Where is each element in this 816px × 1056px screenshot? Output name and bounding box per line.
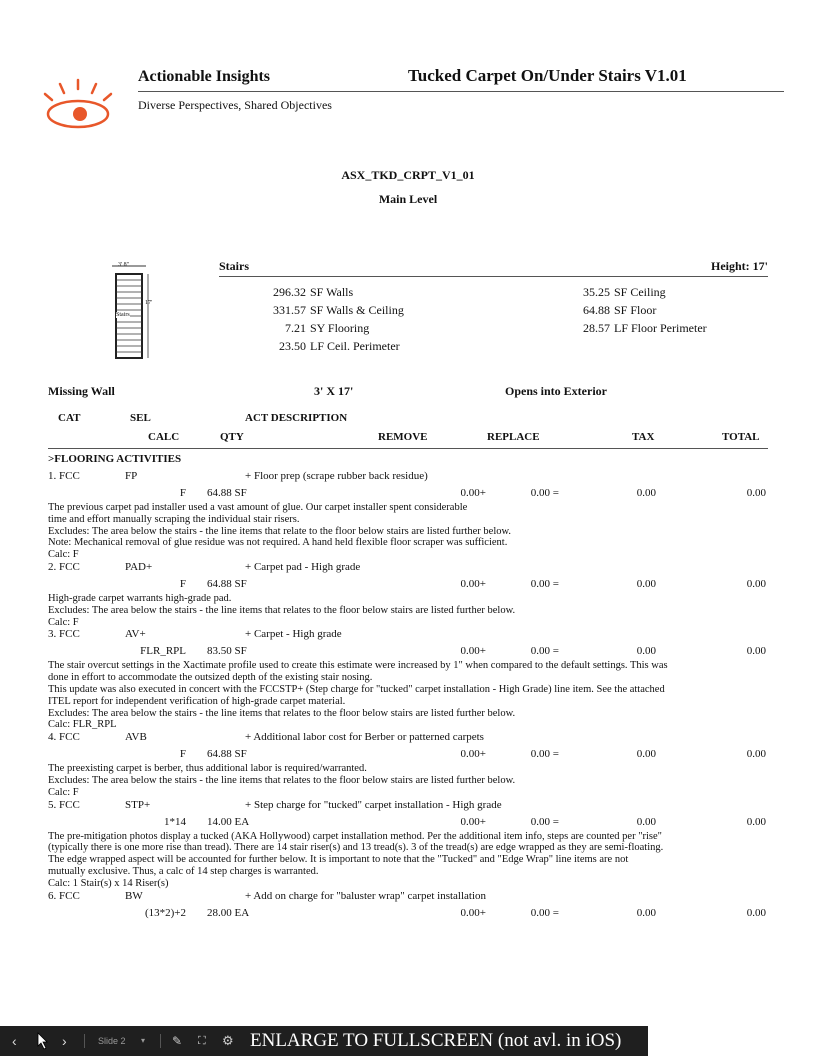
item-replace: 0.00 = xyxy=(530,748,559,761)
item-qty: 64.88 SF xyxy=(207,487,247,499)
item-note: The preexisting carpet is berber, thus additional labor is required/warranted. xyxy=(48,763,367,775)
item-total: 0.00 xyxy=(746,578,766,590)
toolbar-separator xyxy=(84,1034,85,1048)
enlarge-fullscreen-label[interactable]: ENLARGE TO FULLSCREEN (not avl. in iOS) xyxy=(250,1030,622,1051)
item-remove: 0.00+ xyxy=(460,815,486,828)
level-name: Main Level xyxy=(378,192,438,206)
item-calc: F xyxy=(179,578,186,590)
item-remove: 0.00+ xyxy=(460,906,486,919)
col-replace: REPLACE xyxy=(487,431,540,443)
item-note: Excludes: The area below the stairs - the line items that relate to the floor below stairs are listed further below. xyxy=(48,525,512,537)
measurement-row: 23.50 LF Ceil. Perimeter xyxy=(279,339,400,353)
item-qty: 64.88 SF xyxy=(207,748,247,761)
item-selector: AVB xyxy=(125,731,147,744)
fullscreen-icon[interactable]: ⛶ xyxy=(198,1035,206,1047)
item-calc: (13*2)+2 xyxy=(144,906,186,919)
measurement-row: 331.57 SF Walls & Ceiling xyxy=(273,303,404,317)
measurement-row: 296.32 SF Walls xyxy=(273,285,354,299)
estimate-name: ASX_TKD_CRPT_V1_01 xyxy=(341,168,475,182)
item-tax: 0.00 xyxy=(636,487,656,499)
col-calc: CALC xyxy=(148,431,180,443)
item-qty: 28.00 EA xyxy=(207,906,250,919)
col-cat: CAT xyxy=(58,412,81,424)
opening-name: Missing Wall xyxy=(48,384,115,398)
col-qty: QTY xyxy=(220,431,244,443)
item-note: ITEL report for independent verification of high-grade carpet material. xyxy=(48,695,346,707)
item-note: Calc: F xyxy=(48,549,79,561)
next-slide-icon[interactable]: › xyxy=(62,1033,67,1049)
item-note: time and effort manually scraping the individual stair risers. xyxy=(48,513,300,525)
measurements-right xyxy=(578,283,707,337)
item-note: The stair overcut settings in the Xactimate profile used to create this estimate were increased by 1" when compared to the default settings. This was xyxy=(48,660,668,672)
item-description: + Carpet - High grade xyxy=(245,628,342,641)
measurement-row: 7.21 SY Flooring xyxy=(285,321,370,335)
item-description: + Floor prep (scrape rubber back residue) xyxy=(245,470,428,482)
col-total: TOTAL xyxy=(722,431,760,443)
item-note: Calc: F xyxy=(48,786,79,798)
room-divider xyxy=(219,276,768,277)
pen-icon[interactable]: ✎ xyxy=(172,1034,183,1048)
slide-selector[interactable]: Slide 2 xyxy=(98,1036,126,1046)
item-note: Calc: FLR_RPL xyxy=(48,719,117,731)
cursor-icon xyxy=(36,1032,50,1050)
item-remove: 0.00+ xyxy=(460,487,486,499)
col-act-desc: ACT DESCRIPTION xyxy=(245,412,348,424)
item-description: + Add on charge for "baluster wrap" carpet installation xyxy=(245,889,487,902)
opening-size: 3' X 17' xyxy=(314,384,354,398)
item-number: 2. FCC xyxy=(48,561,80,573)
item-selector: BW xyxy=(125,889,143,902)
item-number: 6. FCC xyxy=(48,889,80,902)
sketch-room-label: Stairs xyxy=(116,312,130,318)
item-remove: 0.00+ xyxy=(460,645,486,658)
item-selector: PAD+ xyxy=(125,561,153,573)
item-note: (typically there is one more rise than tread). There are 14 stair riser(s) and 13 tread(s). 3 of the tread(s) are edge wrapped as they are semi-floating. xyxy=(48,842,664,854)
item-number: 3. FCC xyxy=(48,628,80,641)
item-note: done in effort to accommodate the outsized depth of the existing stair nosing. xyxy=(48,672,373,684)
item-description: + Additional labor cost for Berber or patterned carpets xyxy=(245,731,484,744)
item-note: The pre-mitigation photos display a tucked (AKA Hollywood) carpet installation method. Per the additional item info, steps are counted per "rise" xyxy=(48,830,662,842)
item-total: 0.00 xyxy=(746,748,766,761)
prev-slide-icon[interactable]: ‹ xyxy=(12,1033,17,1049)
item-tax: 0.00 xyxy=(636,748,656,761)
item-note: Excludes: The area below the stairs - the line items that relates to the floor below stairs are listed further below. xyxy=(48,707,516,719)
item-number: 1. FCC xyxy=(48,470,80,482)
item-total: 0.00 xyxy=(746,906,766,919)
item-tax: 0.00 xyxy=(636,815,656,828)
sketch-width-label: 3' 8" xyxy=(118,262,130,268)
item-replace: 0.00 = xyxy=(530,815,559,828)
brand-title: Actionable Insights xyxy=(138,68,271,85)
item-note: This update was also executed in concert with the FCCSTP+ (Step charge for "tucked" carpet installation - High Grade) line item. See the attached xyxy=(48,684,665,695)
item-remove: 0.00+ xyxy=(460,748,486,761)
sketch-length-label: 17' xyxy=(145,300,153,306)
col-tax: TAX xyxy=(632,431,655,443)
item-calc: F xyxy=(179,748,186,761)
item-number: 4. FCC xyxy=(48,731,80,744)
room-height: Height: 17' xyxy=(711,259,768,273)
item-selector: FP xyxy=(125,470,138,482)
item-calc: 1*14 xyxy=(164,815,186,828)
item-note: Note: Mechanical removal of glue residue was not required. A hand held flexible floor scraper was sufficient. xyxy=(48,537,508,549)
stairs-sketch xyxy=(108,262,152,362)
item-remove: 0.00+ xyxy=(460,578,486,590)
measurement-row: 35.25 SF Ceiling xyxy=(583,285,666,299)
item-replace: 0.00 = xyxy=(530,645,559,658)
col-remove: REMOVE xyxy=(378,431,428,443)
item-description: + Carpet pad - High grade xyxy=(245,561,361,573)
measurement-row: 64.88 SF Floor xyxy=(583,303,657,317)
item-description: + Step charge for "tucked" carpet installation - High grade xyxy=(245,798,502,811)
toolbar-separator xyxy=(160,1034,161,1048)
item-selector: AV+ xyxy=(125,628,146,641)
col-sel: SEL xyxy=(130,412,151,424)
opening-direction: Opens into Exterior xyxy=(505,384,607,398)
slideshow-toolbar xyxy=(0,1026,648,1056)
item-tax: 0.00 xyxy=(636,645,656,658)
item-qty: 83.50 SF xyxy=(207,645,247,658)
item-note: mutually exclusive. Thus, a calc of 14 step charges is warranted. xyxy=(48,866,319,877)
measurement-row: 28.57 LF Floor Perimeter xyxy=(583,321,707,335)
header-divider xyxy=(138,91,784,92)
item-note: Calc: F xyxy=(48,616,79,628)
item-tax: 0.00 xyxy=(636,906,656,919)
item-total: 0.00 xyxy=(746,645,766,658)
item-note: Calc: 1 Stair(s) x 14 Riser(s) xyxy=(48,877,169,889)
item-replace: 0.00 = xyxy=(530,906,559,919)
eye-logo-icon xyxy=(40,76,130,136)
document-title: Tucked Carpet On/Under Stairs V1.01 xyxy=(408,66,687,85)
gear-icon[interactable]: ⚙ xyxy=(222,1033,234,1048)
brand-subtitle: Diverse Perspectives, Shared Objectives xyxy=(138,98,332,112)
item-note: Excludes: The area below the stairs - the line items that relates to the floor below stairs are listed further below. xyxy=(48,775,516,786)
room-name: Stairs xyxy=(219,259,249,273)
item-calc: FLR_RPL xyxy=(140,645,186,658)
measurements-left xyxy=(250,283,404,355)
item-number: 5. FCC xyxy=(48,798,80,811)
item-qty: 14.00 EA xyxy=(207,815,250,828)
section-title: >FLOORING ACTIVITIES xyxy=(48,453,182,465)
item-note: High-grade carpet warrants high-grade pad. xyxy=(48,593,232,604)
item-total: 0.00 xyxy=(746,815,766,828)
item-total: 0.00 xyxy=(746,487,766,499)
item-selector: STP+ xyxy=(125,798,151,811)
item-qty: 64.88 SF xyxy=(207,578,247,590)
item-note: Excludes: The area below the stairs - the line items that relates to the floor below stairs are listed further below. xyxy=(48,604,516,616)
item-note: The previous carpet pad installer used a vast amount of glue. Our carpet installer spent considerable xyxy=(48,502,468,513)
table-divider xyxy=(48,448,768,449)
item-note: The edge wrapped aspect will be accounted for further below. It is important to note that the "Tucked" and "Edge Wrap" line items are not xyxy=(48,854,629,866)
item-tax: 0.00 xyxy=(636,578,656,590)
item-replace: 0.00 = xyxy=(530,487,559,499)
item-replace: 0.00 = xyxy=(530,578,559,590)
chevron-down-icon[interactable]: ▾ xyxy=(141,1036,146,1045)
item-calc: F xyxy=(179,487,186,499)
